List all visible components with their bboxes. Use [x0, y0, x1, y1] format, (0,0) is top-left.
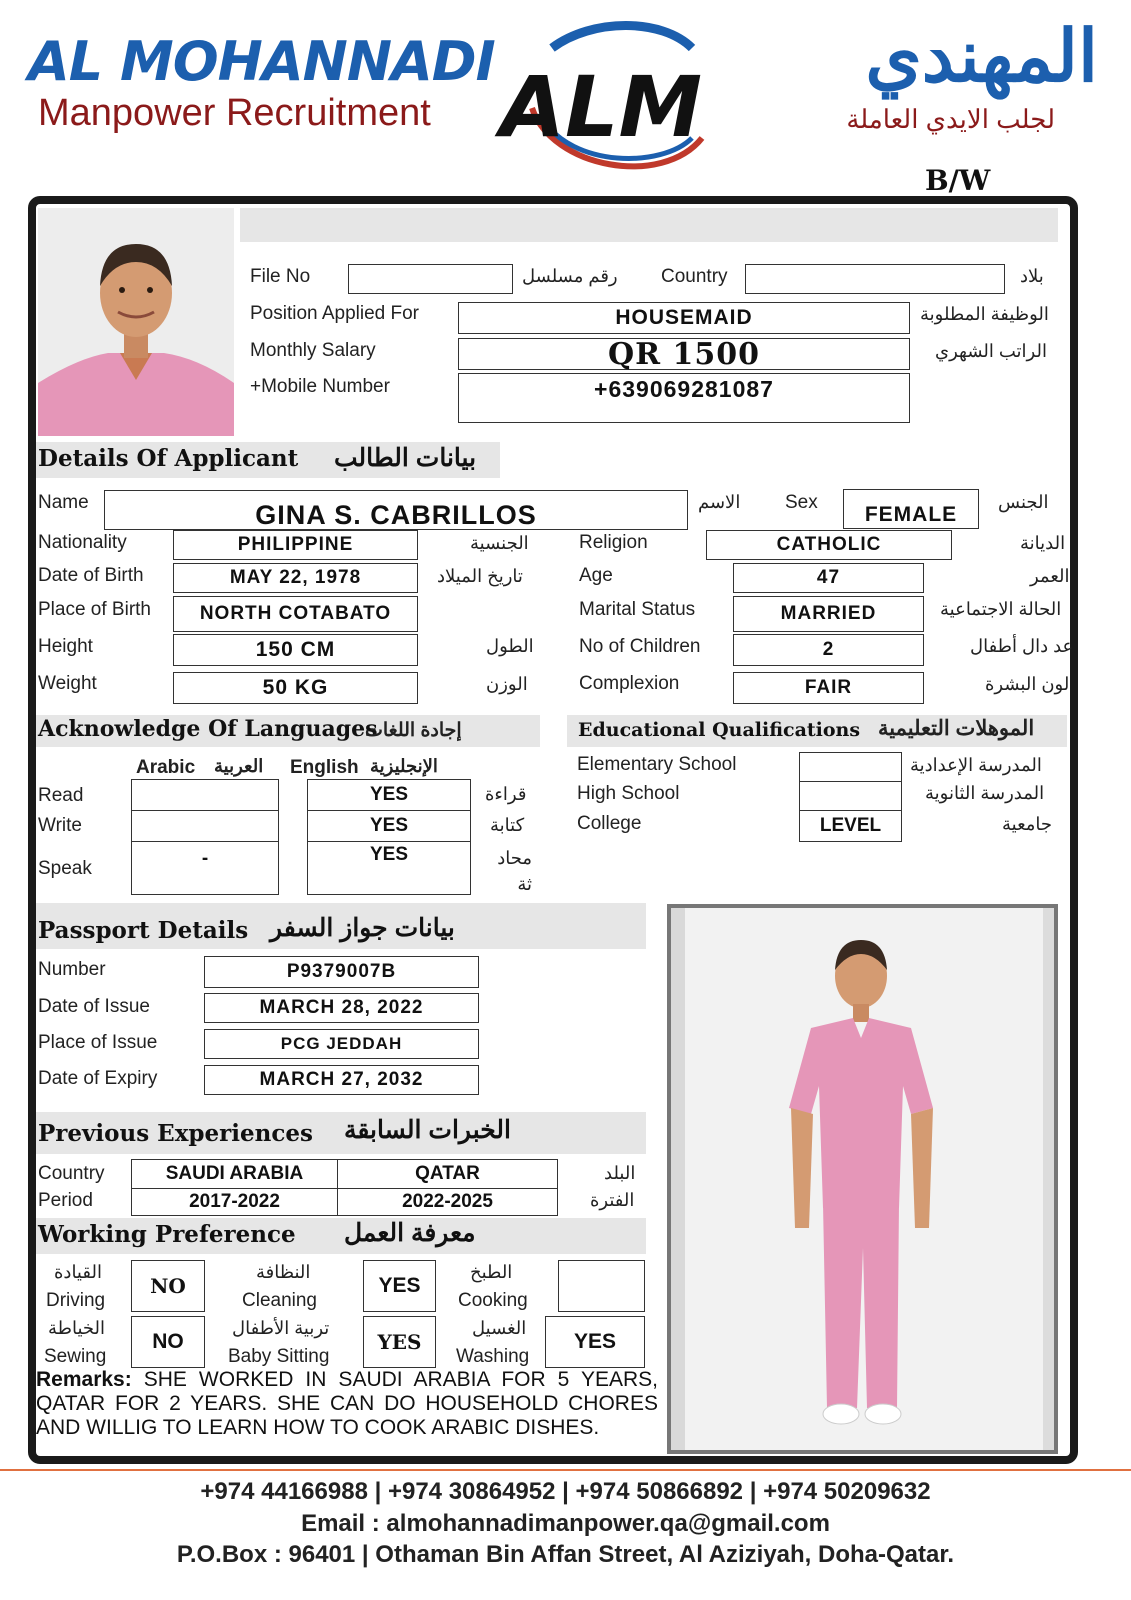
complexion-label: Complexion — [579, 673, 680, 694]
write-english-cell[interactable]: YES — [307, 810, 471, 842]
position-label: Position Applied For — [250, 303, 419, 324]
height-arabic: الطول — [486, 636, 534, 656]
elementary-label: Elementary School — [577, 754, 737, 775]
dob-label: Date of Birth — [38, 565, 144, 586]
sewing-arabic: الخياطة — [48, 1318, 105, 1338]
babysitting-cell[interactable]: YES — [363, 1316, 436, 1368]
mobile-label: +Mobile Number — [250, 376, 390, 397]
experience-period-1: 2017-2022 — [131, 1188, 338, 1216]
file-no-arabic: رقم مسلسل — [522, 266, 618, 286]
education-heading-arabic: الموهلات التعليمية — [878, 717, 1035, 740]
mobile-field[interactable] — [458, 373, 910, 423]
languages-heading: Acknowledge Of Languages — [38, 716, 378, 742]
bw-label: B/W — [925, 164, 991, 197]
country-arabic: بلاد — [1020, 266, 1044, 286]
experience-heading: Previous Experiences — [38, 1120, 313, 1147]
speak-arabic-label: محاد ثة — [497, 848, 532, 894]
marital-label: Marital Status — [579, 599, 696, 620]
brand-arabic-subtitle: لجلب الايدي العاملة — [846, 104, 1055, 134]
passport-issue-label: Date of Issue — [38, 996, 150, 1017]
high-school-label: High School — [577, 783, 680, 804]
footer-address: P.O.Box : 96401 | Othaman Bin Affan Street, Al Aziziyah, Doha-Qatar. — [176, 1541, 955, 1568]
sex-label: Sex — [785, 492, 818, 513]
religion-field[interactable]: CATHOLIC — [706, 530, 952, 560]
position-field[interactable]: HOUSEMAID — [458, 302, 910, 334]
passport-heading: Passport Details — [38, 917, 249, 944]
cleaning-cell[interactable]: YES — [363, 1260, 436, 1312]
write-label: Write — [38, 815, 82, 836]
alm-logo-text: ALM — [500, 58, 703, 156]
footer-rule — [0, 1469, 1131, 1471]
english-col-label: English — [290, 757, 359, 778]
cleaning-label: Cleaning — [242, 1290, 317, 1311]
name-label: Name — [38, 492, 89, 513]
footer-phones: +974 44166988 | +974 30864952 | +974 50866892 | +974 50209632 — [200, 1478, 931, 1505]
file-no-field[interactable] — [348, 264, 513, 294]
experience-country-2: QATAR — [337, 1159, 558, 1189]
washing-arabic: الغسيل — [472, 1318, 527, 1338]
brand-name: AL MOHANNADI — [28, 30, 495, 93]
dob-arabic: تاريخ الميلاد — [437, 566, 523, 586]
weight-field[interactable]: 50 KG — [173, 672, 418, 704]
remarks-block — [36, 1368, 658, 1454]
passport-number-field[interactable]: P9379007B — [204, 956, 479, 988]
dob-field[interactable]: MAY 22, 1978 — [173, 563, 418, 593]
salary-arabic: الراتب الشهري — [935, 341, 1047, 361]
sewing-label: Sewing — [44, 1346, 107, 1367]
read-arabic-cell[interactable] — [131, 779, 279, 811]
speak-arabic-cell[interactable]: - — [131, 841, 279, 895]
age-arabic: العمر — [1030, 566, 1070, 586]
brand-subtitle: Manpower Recruitment — [38, 92, 431, 134]
remarks-label: Remarks: — [36, 1368, 132, 1391]
passport-place-label: Place of Issue — [38, 1032, 158, 1053]
arabic-col-arabic: العربية — [214, 756, 264, 776]
elementary-cell[interactable] — [799, 752, 902, 782]
marital-arabic: الحالة الاجتماعية — [940, 599, 1062, 619]
cooking-arabic: الطبخ — [470, 1262, 513, 1282]
country-label: Country — [661, 266, 728, 287]
name-field[interactable]: GINA S. CABRILLOS — [104, 490, 688, 530]
read-english-cell[interactable]: YES — [307, 779, 471, 811]
experience-country-label: Country — [38, 1163, 105, 1184]
washing-label: Washing — [456, 1346, 530, 1367]
height-field[interactable]: 150 CM — [173, 634, 418, 666]
passport-heading-arabic: بيانات جواز السفر — [270, 914, 455, 942]
experience-country-arabic: البلد — [604, 1163, 636, 1183]
write-arabic-label: كتابة — [490, 815, 525, 835]
languages-heading-arabic: إجادة اللغات — [365, 720, 462, 741]
weight-label: Weight — [38, 673, 97, 694]
passport-expiry-field[interactable]: MARCH 27, 2032 — [204, 1065, 479, 1095]
experience-period-arabic: الفترة — [590, 1190, 635, 1210]
salary-field[interactable]: QR 1500 — [458, 338, 910, 370]
cleaning-arabic: النظافة — [256, 1262, 311, 1282]
washing-cell[interactable]: YES — [545, 1316, 645, 1368]
religion-label: Religion — [579, 532, 648, 553]
details-heading-arabic: بيانات الطالب — [334, 444, 477, 472]
driving-arabic: القيادة — [54, 1262, 102, 1282]
elementary-arabic: المدرسة الإعدادية — [910, 755, 1042, 775]
english-col-arabic: الإنجليزية — [370, 756, 438, 776]
remarks-text: SHE WORKED IN SAUDI ARABIA FOR 5 YEARS, QATAR FOR 2 YEARS. SHE CAN DO HOUSEHOLD CHORES AND WILLIG TO LEARN HOW TO COOK ARABIC DISHES. — [36, 1368, 658, 1439]
complexion-arabic: لون البشرة — [985, 674, 1070, 694]
high-school-cell[interactable] — [799, 781, 902, 811]
age-label: Age — [579, 565, 613, 586]
passport-issue-field[interactable]: MARCH 28, 2022 — [204, 993, 479, 1023]
top-grey-band — [240, 208, 1058, 242]
college-arabic: جامعية — [1002, 814, 1053, 834]
nationality-arabic: الجنسية — [470, 533, 529, 553]
nationality-field[interactable]: PHILIPPINE — [173, 530, 418, 560]
passport-place-field[interactable]: PCG JEDDAH — [204, 1029, 479, 1059]
read-arabic-label: قراءة — [485, 784, 527, 804]
mobile-value: +639069281087 — [594, 376, 774, 402]
nationality-label: Nationality — [38, 532, 127, 553]
pob-field[interactable]: NORTH COTABATO — [173, 596, 418, 632]
children-arabic: عد دال أطفال — [970, 636, 1074, 656]
file-no-label: File No — [250, 266, 311, 287]
cooking-cell[interactable] — [558, 1260, 645, 1312]
applicant-portrait — [38, 208, 234, 436]
experience-heading-arabic: الخبرات السابقة — [344, 1116, 511, 1144]
children-label: No of Children — [579, 636, 701, 657]
experience-period-label: Period — [38, 1190, 93, 1211]
passport-expiry-label: Date of Expiry — [38, 1068, 158, 1089]
brand-arabic: المهندي — [865, 17, 1098, 97]
experience-period-2: 2022-2025 — [337, 1188, 558, 1216]
country-field[interactable] — [745, 264, 1005, 294]
marital-field[interactable]: MARRIED — [733, 596, 924, 632]
height-label: Height — [38, 636, 93, 657]
college-label: College — [577, 813, 642, 834]
name-arabic: الاسم — [698, 492, 741, 512]
speak-label: Speak — [38, 858, 92, 879]
sex-field[interactable]: FEMALE — [843, 489, 979, 529]
complexion-field[interactable]: FAIR — [733, 672, 924, 704]
preference-heading-arabic: معرفة العمل — [344, 1219, 476, 1247]
sex-arabic: الجنس — [998, 492, 1049, 512]
passport-number-label: Number — [38, 959, 106, 980]
salary-label: Monthly Salary — [250, 340, 376, 361]
pob-label: Place of Birth — [38, 599, 151, 620]
driving-label: Driving — [46, 1290, 106, 1311]
arabic-col-label: Arabic — [136, 757, 196, 778]
position-arabic: الوظيفة المطلوبة — [920, 304, 1049, 324]
babysitting-arabic: تربية الأطفال — [232, 1318, 330, 1338]
full-body-photo — [667, 904, 1058, 1454]
alm-logo — [492, 18, 722, 178]
education-heading: Educational Qualifications — [578, 719, 861, 741]
footer-email[interactable]: Email : almohannadimanpower.qa@gmail.com — [301, 1510, 830, 1537]
sewing-cell[interactable]: NO — [131, 1316, 205, 1368]
babysitting-label: Baby Sitting — [228, 1346, 330, 1367]
cooking-label: Cooking — [458, 1290, 528, 1311]
details-heading: Details Of Applicant — [38, 445, 299, 472]
children-field[interactable]: 2 — [733, 634, 924, 666]
write-arabic-cell[interactable] — [131, 810, 279, 842]
speak-english-cell[interactable]: YES — [307, 841, 471, 895]
weight-arabic: الوزن — [486, 674, 528, 694]
driving-cell[interactable]: NO — [131, 1260, 205, 1312]
high-school-arabic: المدرسة الثانوية — [925, 783, 1045, 803]
religion-arabic: الديانة — [1020, 533, 1066, 553]
age-field[interactable]: 47 — [733, 563, 924, 593]
preference-heading: Working Preference — [38, 1221, 296, 1248]
experience-country-1: SAUDI ARABIA — [131, 1159, 338, 1189]
read-label: Read — [38, 785, 84, 806]
college-cell[interactable]: LEVEL — [799, 810, 902, 842]
